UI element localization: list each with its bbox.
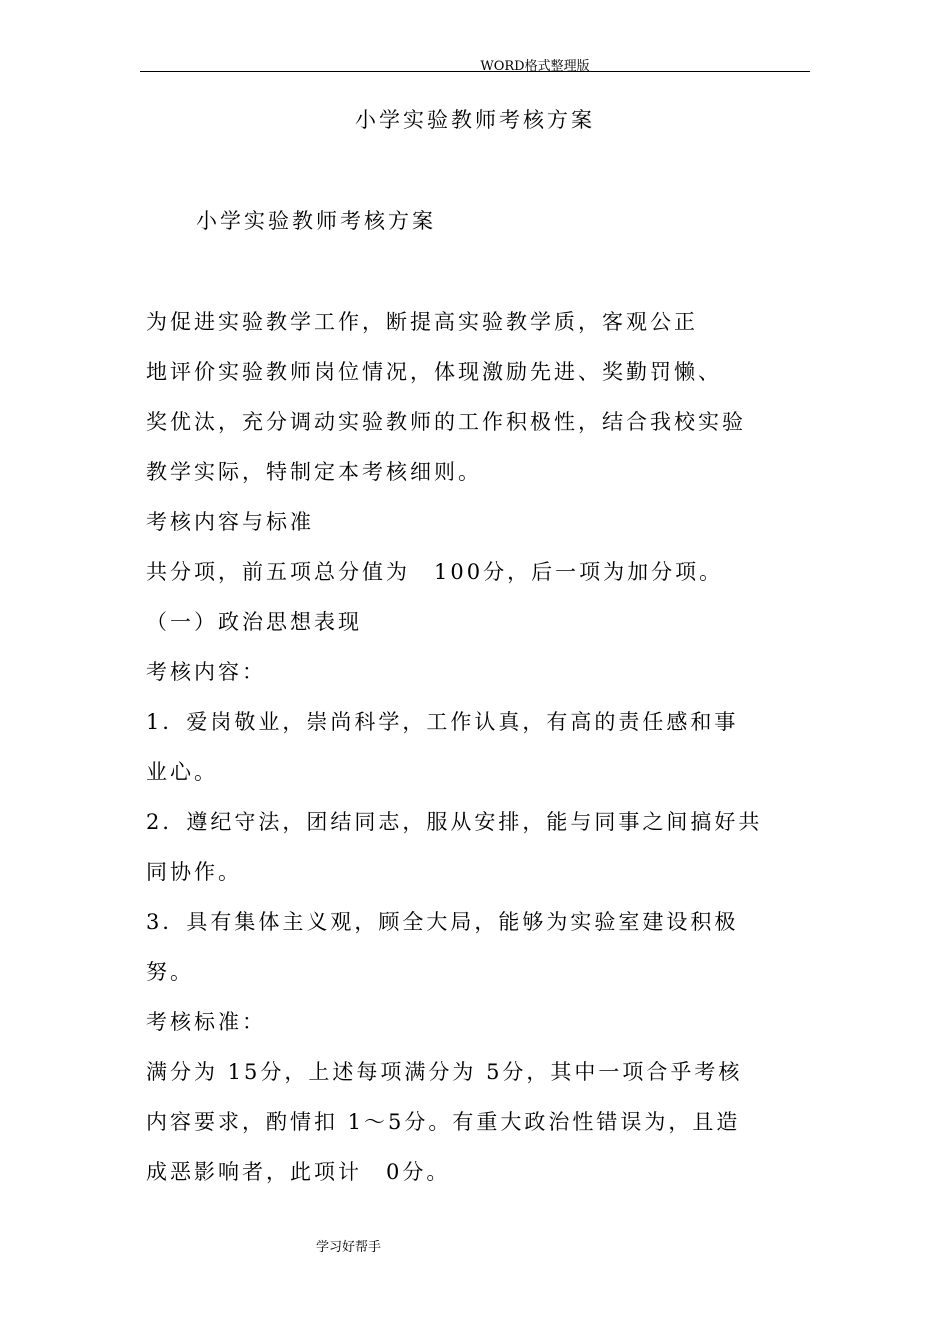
list-item: 2．遵纪守法，团结同志，服从安排，能与同事之间搞好共 xyxy=(146,810,763,834)
document-subtitle: 小学实验教师考核方案 xyxy=(196,209,436,233)
paragraph-line: 成恶影响者，此项计 0分。 xyxy=(146,1160,451,1184)
paragraph-line: 满分为 15分，上述每项满分为 5分，其中一项合乎考核 xyxy=(146,1060,743,1084)
list-item-continuation: 业心。 xyxy=(146,760,218,784)
page-header: WORD格式整理版 xyxy=(480,59,590,74)
header-divider xyxy=(140,71,810,72)
paragraph-line: 教学实际，特制定本考核细则。 xyxy=(146,460,482,484)
paragraph-line: 奖优汰，充分调动实验教师的工作积极性，结合我校实验 xyxy=(146,410,746,434)
document-title: 小学实验教师考核方案 xyxy=(355,108,595,132)
section-heading: （一）政治思想表现 xyxy=(146,610,362,634)
paragraph-line: 内容要求，酌情扣 1～5分。有重大政治性错误为，且造 xyxy=(146,1110,741,1134)
paragraph-line: 地评价实验教师岗位情况，体现激励先进、奖勤罚懒、 xyxy=(146,360,722,384)
list-item-continuation: 努。 xyxy=(146,960,194,984)
paragraph-line: 共分项，前五项总分值为 100分，后一项为加分项。 xyxy=(146,560,724,584)
list-item: 3．具有集体主义观，顾全大局，能够为实验室建设积极 xyxy=(146,910,739,934)
subsection-label: 考核标准： xyxy=(146,1010,266,1034)
list-item-continuation: 同协作。 xyxy=(146,860,242,884)
paragraph-line: 为促进实验教学工作，断提高实验教学质，客观公正 xyxy=(146,310,698,334)
list-item: 1．爱岗敬业，崇尚科学，工作认真，有高的责任感和事 xyxy=(146,710,739,734)
subsection-label: 考核内容： xyxy=(146,660,266,684)
page-footer: 学习好帮手 xyxy=(316,1240,382,1255)
section-heading: 考核内容与标准 xyxy=(146,510,314,534)
